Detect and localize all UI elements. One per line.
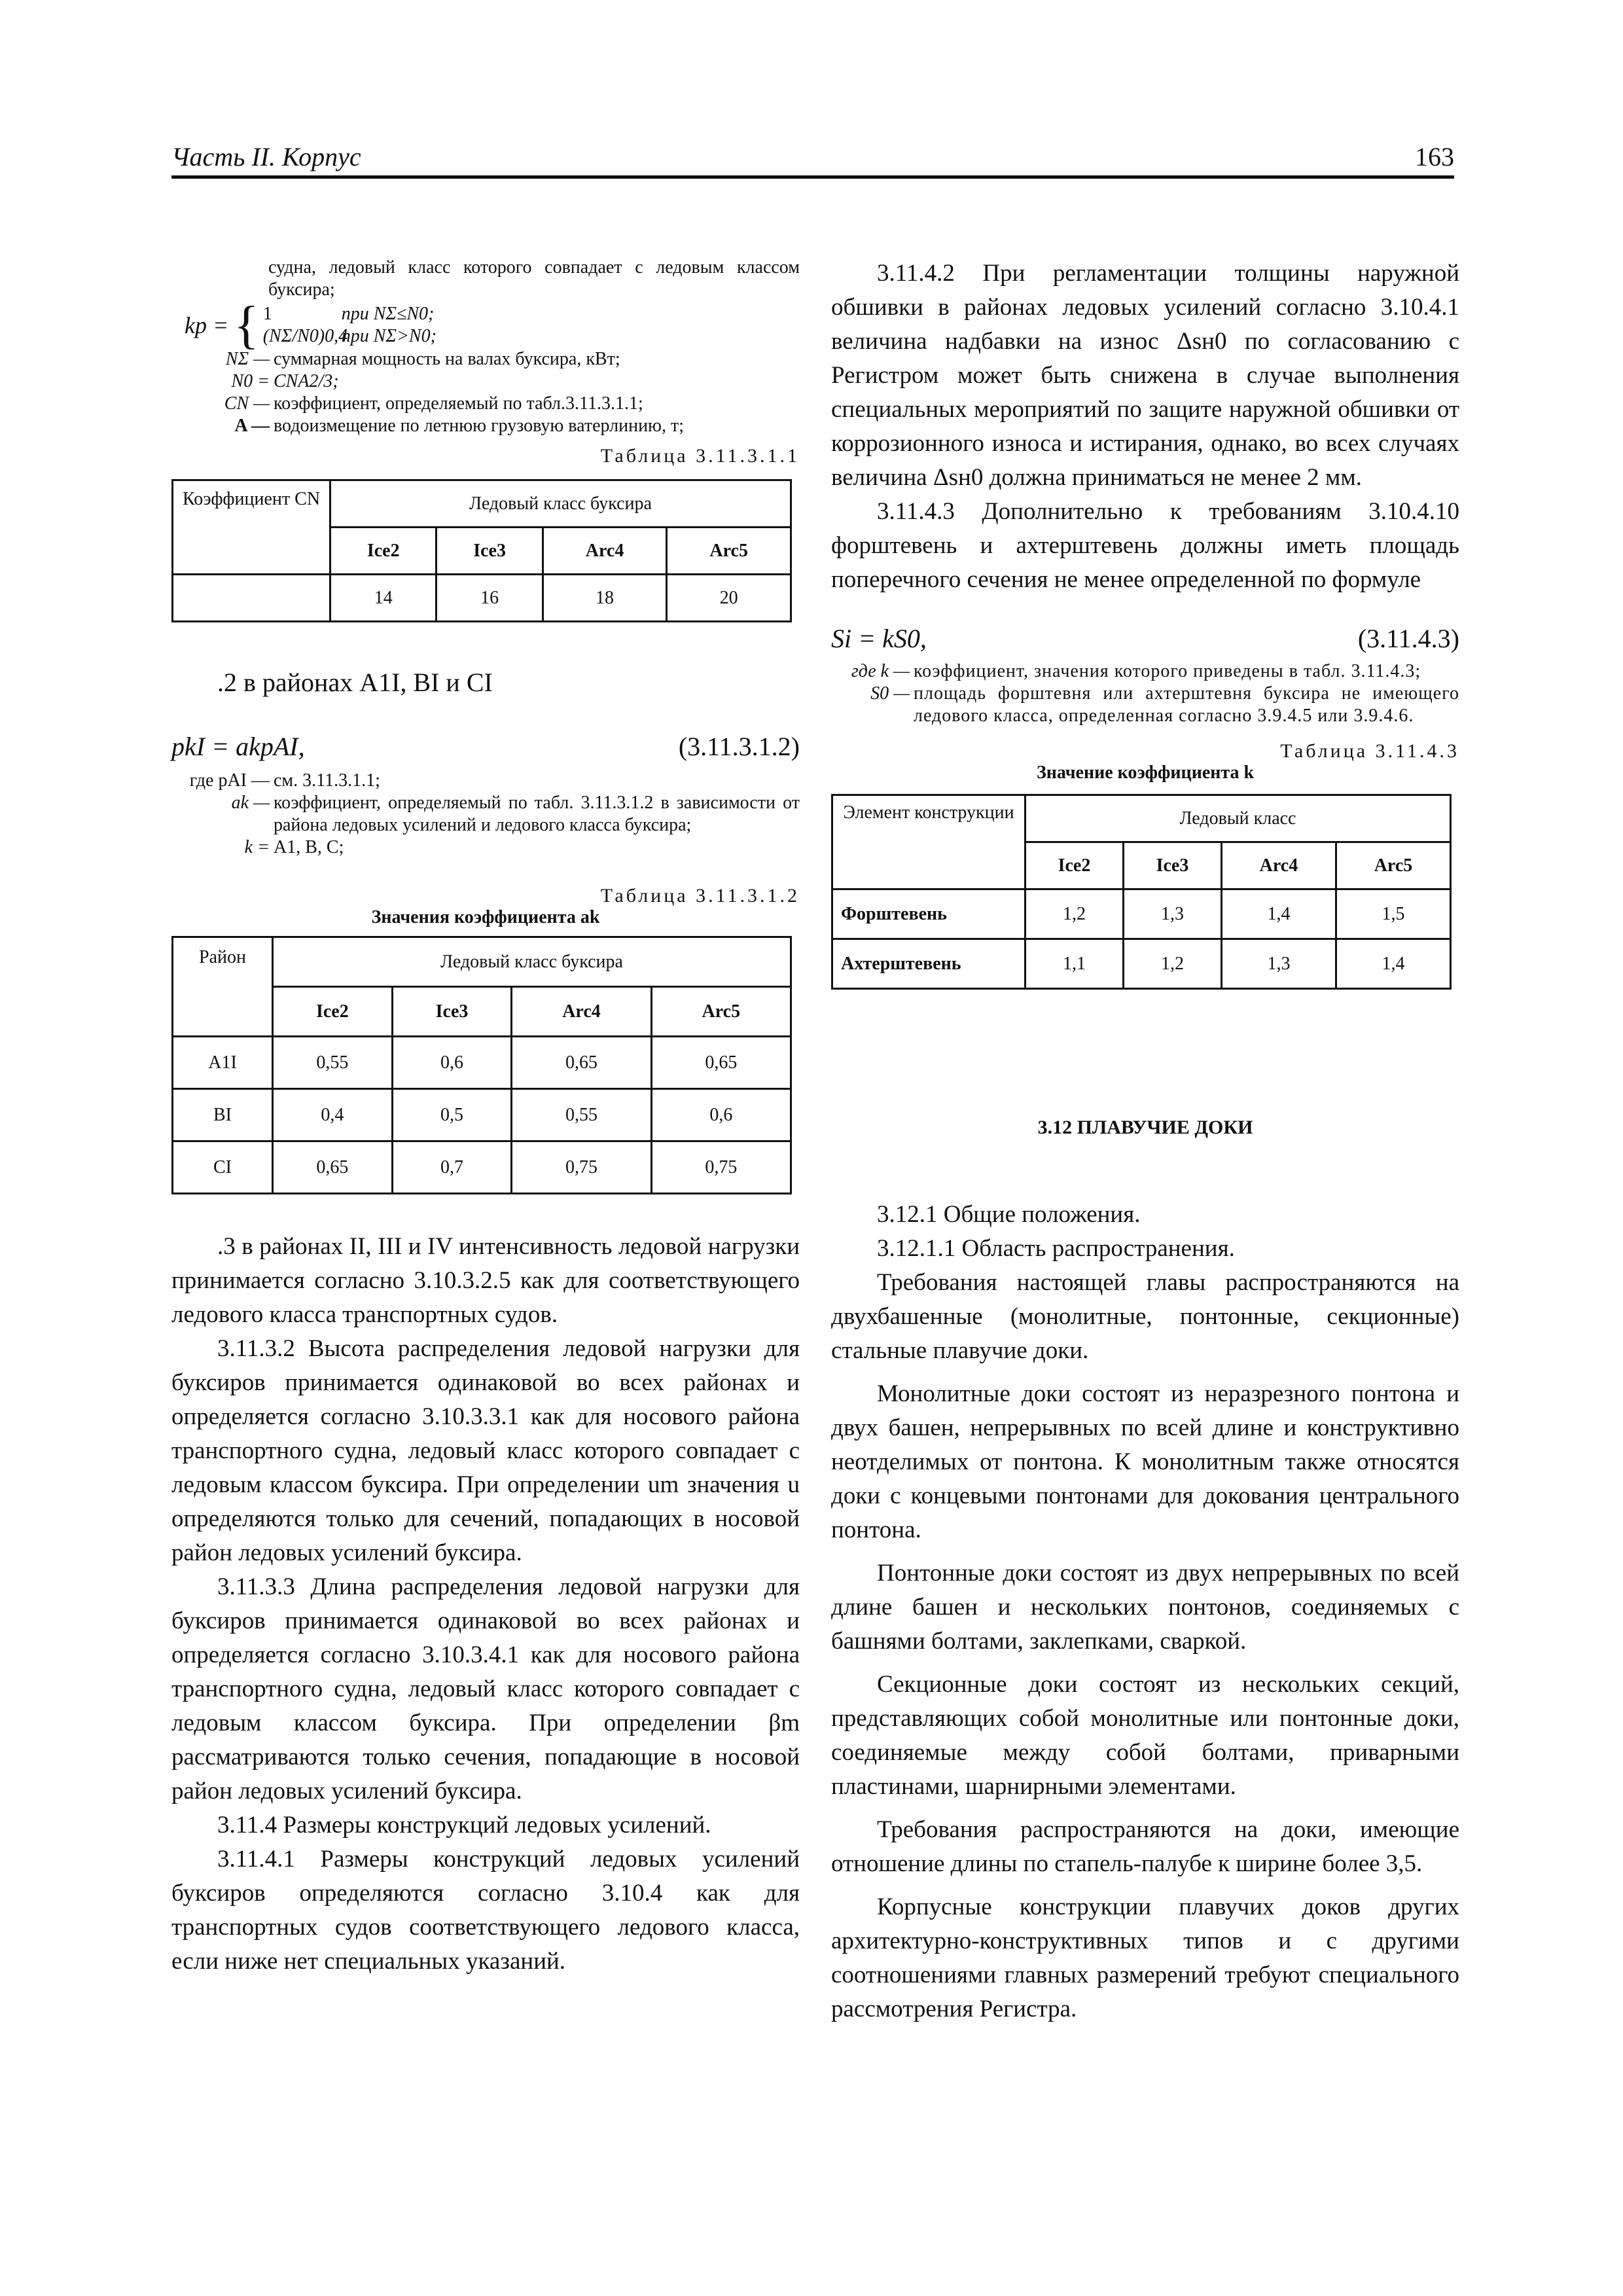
table1-class: Ice3: [437, 528, 543, 575]
paragraph: 3.12.1 Общие положения.: [877, 1201, 1141, 1228]
table3-cell: 1,3: [1221, 939, 1336, 989]
table3-cell: 1,3: [1123, 889, 1221, 939]
paragraph: .3 в районах II, III и IV интенсивность ледовой нагрузки принимается согласно 3.10.3.2.5 как для соответствующего ледового класса транспортных судов.: [171, 1233, 800, 1328]
section-title: 3.12 ПЛАВУЧИЕ ДОКИ: [1037, 1117, 1253, 1138]
table3-element: Ахтерштевень: [832, 939, 1026, 989]
def-symbol: ak —: [231, 793, 270, 813]
formula3: Si = kS0,: [831, 624, 927, 653]
definition-row: [171, 792, 800, 836]
table1-class: Arc4: [543, 528, 667, 575]
table3-row: [832, 889, 1451, 939]
table2-cell: 0,65: [273, 1141, 393, 1194]
table2-cell: 0,65: [651, 1037, 791, 1089]
kp-case2-cond: при NΣ>N0;: [341, 326, 437, 346]
table2-cell: 0,7: [392, 1141, 512, 1194]
table1-value: 20: [667, 575, 791, 622]
paragraph: 3.11.4.2 При регламентации толщины наружной обшивки в районах ледовых усилений согласно 3.10.4.1 величина надбавки на износ Δsн0 по согласованию с Регистром может быть снижена в случае выполнения специальных мероприятий по защите наружной обшивки от коррозионного износа и истирания, однако, во всех случаях величина Δsн0 должна приниматься не менее 2 мм.: [831, 260, 1459, 491]
running-header-title: Часть II. Корпус: [171, 142, 361, 171]
page-number: 163: [1415, 142, 1454, 171]
right-column: [831, 257, 1459, 2026]
table3-cell: 1,1: [1026, 939, 1124, 989]
table2-class: Arc5: [651, 987, 791, 1037]
kp-case-2: [263, 325, 437, 348]
paragraph: 3.12.1.1 Область распространения.: [877, 1235, 1235, 1262]
def-symbol: N0 =: [231, 371, 270, 391]
left-column: [171, 257, 800, 1979]
kp-case-1: [263, 303, 437, 325]
table1-value: 14: [330, 575, 437, 622]
paragraph: 3.11.4 Размеры конструкций ледовых усилений.: [217, 1812, 711, 1839]
def-symbol: где pAI —: [189, 770, 270, 791]
def-text: площадь форштевня или ахтерштевня буксира не имеющего ледового класса, определенная согласно 3.9.4.5 или 3.9.4.6.: [914, 683, 1459, 726]
formula-3-11-4-3: [831, 623, 1459, 654]
definitions-2: [171, 770, 800, 859]
kp-case1-cond: при NΣ≤N0;: [341, 304, 435, 324]
table2-cell: 0,75: [512, 1141, 651, 1194]
table2-group-header: Ледовый класс буксира: [273, 937, 791, 987]
definition-row: [831, 660, 1459, 683]
table2-cell: 0,65: [512, 1037, 651, 1089]
header-rule: [171, 175, 1454, 179]
right-body-top: [831, 257, 1459, 597]
definition-row: [171, 415, 800, 437]
def-symbol: S0 —: [870, 683, 910, 704]
def-text: суммарная мощность на валах буксира, кВт;: [274, 349, 620, 369]
table2-region: A1I: [173, 1037, 273, 1089]
table2-cell: 0,4: [273, 1089, 393, 1141]
paragraph: Монолитные доки состоят из неразрезного понтона и двух башен, непрерывных по всей длине и конструктивно неотделимых от понтона. К монолитным также относятся доки с концевыми понтонами для докования центрального понтона.: [831, 1380, 1459, 1543]
table3-class: Arc4: [1221, 842, 1336, 889]
table3-cell: 1,5: [1336, 889, 1450, 939]
def-symbol: A —: [234, 416, 270, 436]
intro-text: судна, ледовый класс которого совпадает с ледовым классом буксира;: [268, 257, 800, 300]
table1-group-header: Ледовый класс буксира: [330, 480, 791, 528]
table2-row: [173, 1089, 791, 1141]
table3-element-header: Элемент конструкции: [832, 795, 1026, 889]
paragraph: 3.11.4.1 Размеры конструкций ледовых усилений буксиров определяются согласно 3.10.4 как для транспортных судов соответствующего ледового класса, если ниже нет специальных указаний.: [171, 1846, 800, 1975]
table1-class: Arc5: [667, 528, 791, 575]
table2-cell: 0,6: [392, 1037, 512, 1089]
def-text: CNA2/3;: [274, 371, 339, 391]
table3-group-header: Ледовый класс: [1026, 795, 1451, 842]
table2-class: Arc4: [512, 987, 651, 1037]
paragraph: Корпусные конструкции плавучих доков других архитектурно-конструктивных типов и с другими соотношениями главных размерений требуют специального рассмотрения Регистра.: [831, 1893, 1459, 2022]
table2-row: [173, 1141, 791, 1194]
def-symbol: CN —: [224, 393, 270, 414]
def-text: см. 3.11.3.1.1;: [274, 770, 380, 791]
def-text: водоизмещение по летнюю грузовую ватерлинию, т;: [274, 416, 684, 436]
definition-row: [171, 836, 800, 859]
table2-caption: Таблица 3.11.3.1.2: [600, 885, 800, 906]
table1-coef-header: Коэффициент CN: [173, 480, 330, 575]
table2-cell: 0,55: [512, 1089, 651, 1141]
table3-caption: Таблица 3.11.4.3: [1280, 740, 1459, 762]
paragraph: 3.11.3.2 Высота распределения ледовой нагрузки для буксиров принимается одинаковой во всех районах и определяется согласно 3.10.3.3.1 как для носового района транспортного судна, ледовый класс которого совпадает с ледовым классом буксира. При определении um значения u определяются только для сечений, попадающих в носовой район ледовых усилений буксира.: [171, 1335, 800, 1566]
table3-class: Arc5: [1336, 842, 1450, 889]
paragraph: 3.11.3.3 Длина распределения ледовой нагрузки для буксиров принимается одинаковой во всех районах и определяется согласно 3.10.3.4.1 как для носового района транспортного судна, ледовый класс которого совпадает с ледовым классом буксира. При определении βm рассматриваются только сечения, попадающие в носовой район ледовых усилений буксира.: [171, 1573, 800, 1804]
table3-cell: 1,2: [1026, 889, 1124, 939]
table3-cell: 1,4: [1336, 939, 1450, 989]
paragraph: Требования настоящей главы распространяются на двухбашенные (монолитные, понтонные, секционные) стальные плавучие доки.: [831, 1269, 1459, 1364]
table3-title: Значение коэффициента k: [1036, 762, 1255, 783]
table1-empty: [173, 575, 330, 622]
def-symbol: k =: [244, 837, 270, 857]
kp-formula: [185, 296, 800, 354]
table-3-11-4-3: [831, 794, 1452, 990]
paragraph: 3.11.4.3 Дополнительно к требованиям 3.10.4.10 форштевень и ахтерштевень должны иметь площадь поперечного сечения не менее определенной по формуле: [831, 498, 1459, 593]
table2-region-header: Район: [173, 937, 273, 1037]
kp-case1-value: 1: [262, 304, 272, 324]
formula2: pkI = akpAI,: [171, 732, 305, 761]
table3-row: [832, 939, 1451, 989]
def-text: коэффициент, значения которого приведены в табл. 3.11.4.3;: [914, 661, 1421, 681]
table3-class: Ice3: [1123, 842, 1221, 889]
definition-row: [171, 348, 800, 370]
table2-region: CI: [173, 1141, 273, 1194]
paragraph: Требования распространяются на доки, имеющие отношение длины по стапель-палубе к ширине более 3,5.: [831, 1816, 1459, 1877]
definition-row: [171, 770, 800, 792]
table2-class: Ice3: [392, 987, 512, 1037]
table3-cell: 1,2: [1123, 939, 1221, 989]
formula3-number: (3.11.4.3): [1357, 624, 1459, 653]
def-symbol: NΣ —: [225, 349, 270, 369]
def-text: коэффициент, определяемый по табл. 3.11.3.1.2 в зависимости от района ледовых усилений и ледового класса буксира;: [274, 793, 800, 835]
table2-cell: 0,75: [651, 1141, 791, 1194]
table3-cell: 1,4: [1221, 889, 1336, 939]
table1-class: Ice2: [330, 528, 437, 575]
table2-cell: 0,6: [651, 1089, 791, 1141]
def-symbol: где k —: [851, 661, 910, 681]
formula-3-11-3-1-2: [171, 731, 800, 762]
definitions-1: [171, 348, 800, 437]
table3-element: Форштевень: [832, 889, 1026, 939]
table2-title: Значения коэффициента ak: [371, 907, 600, 927]
formula2-number: (3.11.3.1.2): [678, 732, 800, 761]
table1-caption: Таблица 3.11.3.1.1: [600, 445, 800, 467]
table1-value: 18: [543, 575, 667, 622]
right-body-bottom: [831, 1198, 1459, 2026]
table2-class: Ice2: [273, 987, 393, 1037]
table-3-11-3-1-1: [171, 479, 792, 622]
table2-region: BI: [173, 1089, 273, 1141]
definition-row: [831, 683, 1459, 727]
table3-class: Ice2: [1026, 842, 1124, 889]
definitions-3: [831, 660, 1459, 727]
brace: {: [234, 296, 259, 354]
definition-row: [171, 393, 800, 415]
table1-value: 16: [437, 575, 543, 622]
paragraph: Секционные доки состоят из нескольких секций, представляющих собой монолитные или понтонные доки, соединяемые между собой болтами, приварными пластинами, шарнирными элементами.: [831, 1671, 1459, 1800]
table-3-11-3-1-2: [171, 936, 792, 1194]
definition-row: [171, 370, 800, 393]
item2-title: .2 в районах A1I, BI и CI: [217, 668, 493, 697]
table2-cell: 0,5: [392, 1089, 512, 1141]
def-text: коэффициент, определяемый по табл.3.11.3.1.1;: [274, 393, 643, 414]
table2-row: [173, 1037, 791, 1089]
table2-cell: 0,55: [273, 1037, 393, 1089]
left-body-text: [171, 1230, 800, 1979]
kp-case2-value: (NΣ/N0)0,4: [262, 326, 348, 346]
paragraph: Понтонные доки состоят из двух непрерывных по всей длине башен и нескольких понтонов, соединяемых с башнями болтами, заклепками, сваркой.: [831, 1560, 1459, 1655]
kp-symbol: kp =: [185, 312, 229, 338]
def-text: A1, B, C;: [274, 837, 344, 857]
